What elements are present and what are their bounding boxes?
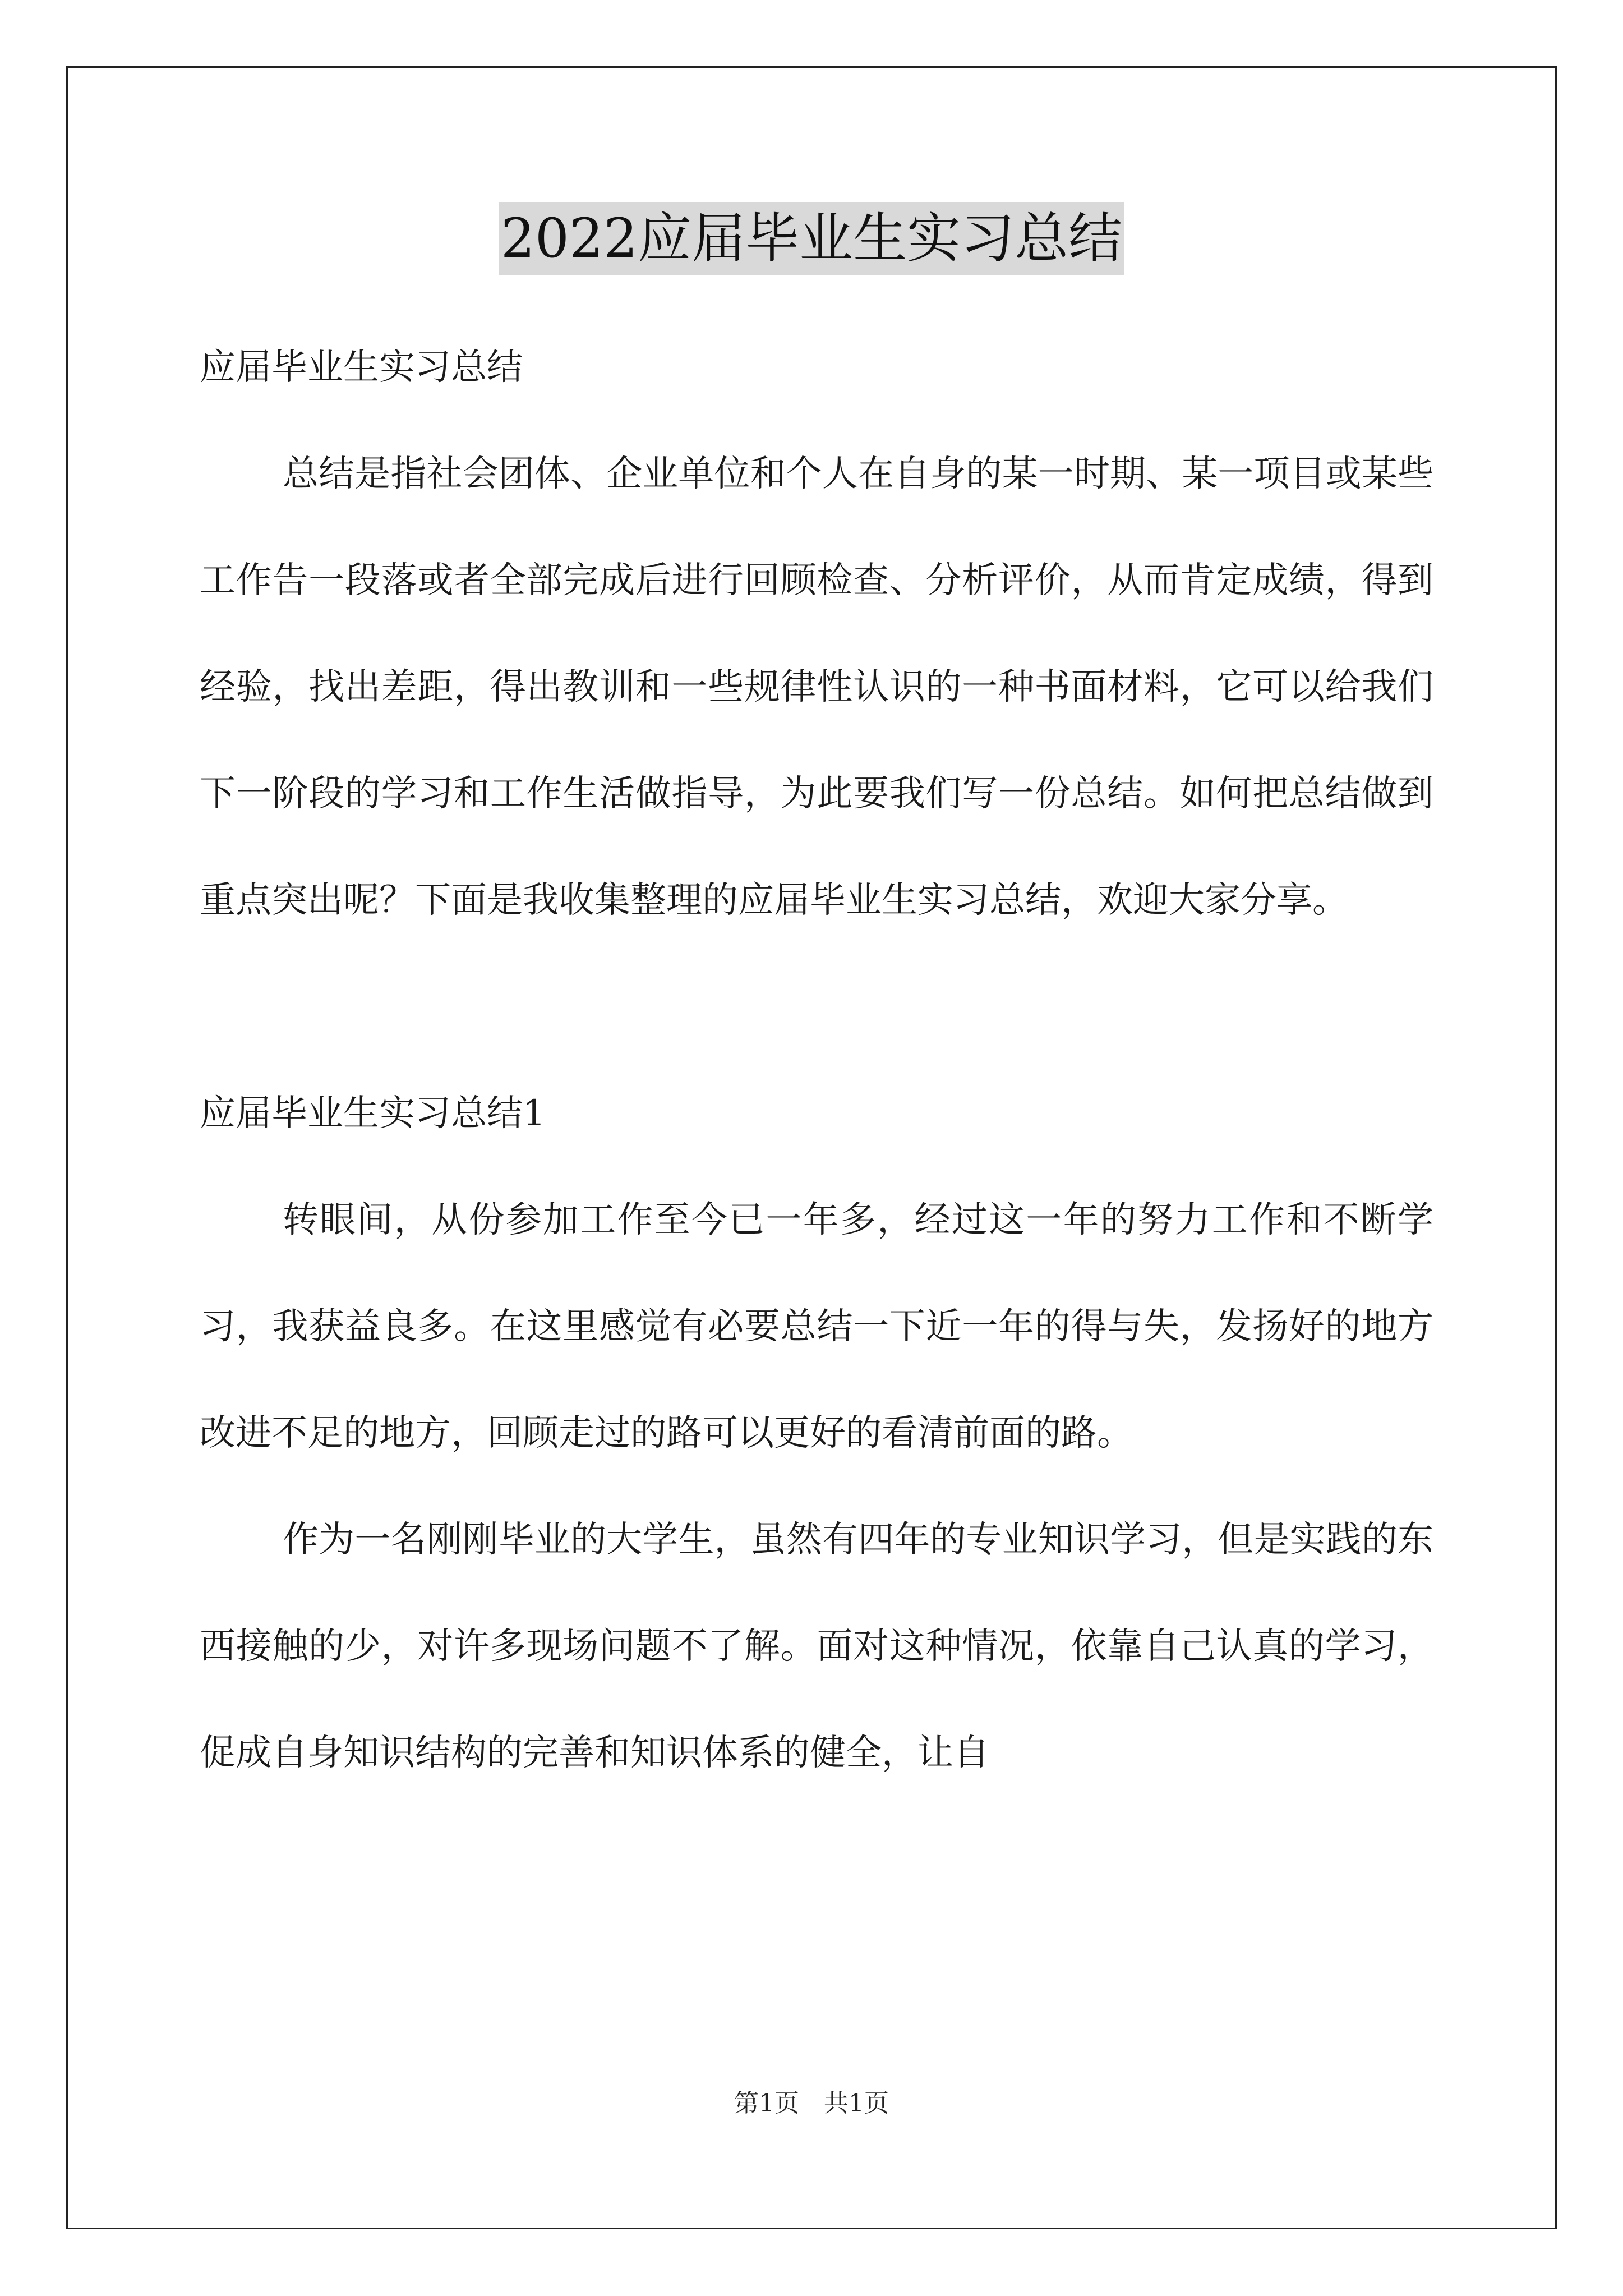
document-title: 2022应届毕业生实习总结 [499,202,1124,275]
paragraph: 作为一名刚刚毕业的大学生，虽然有四年的专业知识学习，但是实践的东西接触的少，对许多现场问题不了解。面对这种情况，依靠自己认真的学习，促成自身知识结构的完善和知识体系的健全，让自 [200,1519,1433,1774]
document-body [200,314,1433,1806]
paragraph: 总结是指社会团体、企业单位和个人在自身的某一时期、某一项目或某些工作告一段落或者全部完成后进行回顾检查、分析评价，从而肯定成绩，得到经验，找出差距，得出教训和一些规律性认识的一种书面材料，它可以给我们下一阶段的学习和工作生活做指导，为此要我们写一份总结。如何把总结做到重点突出呢？下面是我收集整理的应届毕业生实习总结，欢迎大家分享。 [200,453,1433,921]
section-spacer [200,954,1433,1060]
paragraph: 转眼间，从份参加工作至今已一年多，经过这一年的努力工作和不断学习，我获益良多。在这里感觉有必要总结一下近一年的得与失，发扬好的地方改进不足的地方，回顾走过的路可以更好的看清前面的路。 [200,1199,1433,1454]
title-container [0,202,1623,275]
section-heading: 应届毕业生实习总结1 [200,1093,546,1134]
page-footer: 第1页 共1页 [734,2089,889,2118]
section-heading: 应届毕业生实习总结 [200,347,523,388]
